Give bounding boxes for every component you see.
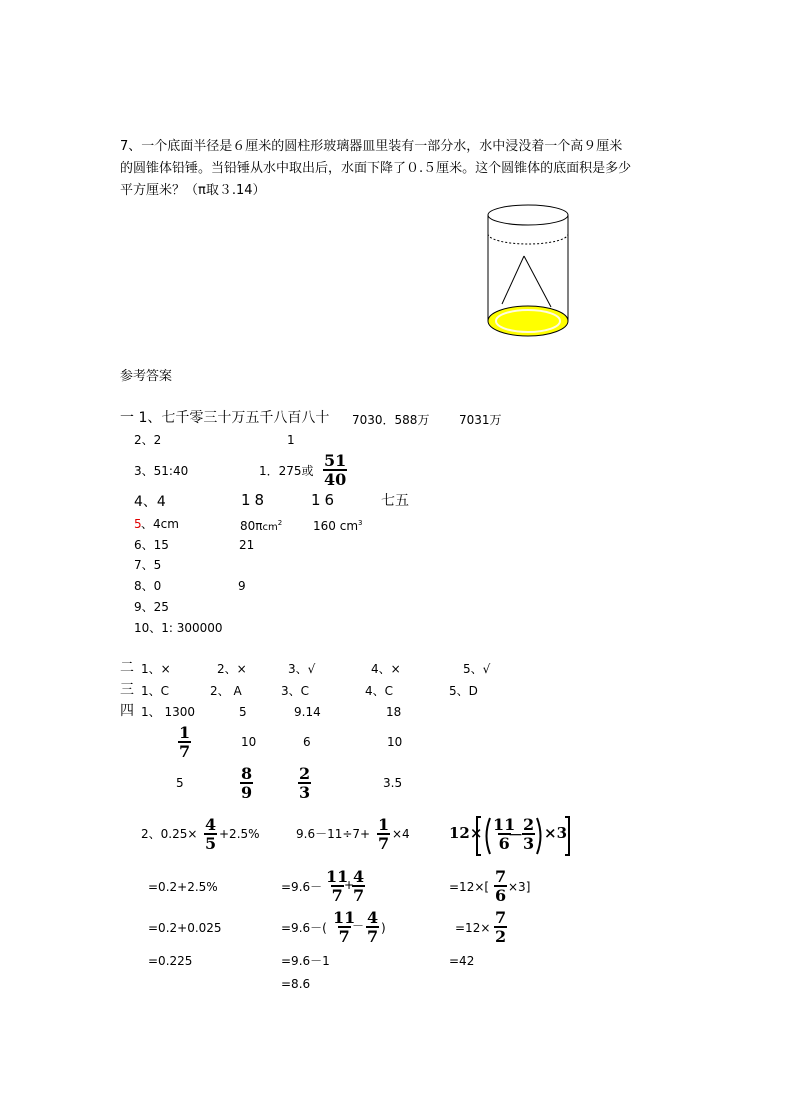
calc-s2-b: =9.6－( — [281, 921, 327, 935]
s2-i4: 4、× — [371, 662, 401, 676]
s1-r4-d: 七五 — [381, 493, 409, 509]
calc-e1-prefix: 2、0.25× — [141, 827, 198, 841]
s2-i3: 3、√ — [288, 662, 316, 676]
calc-s2-a: =0.2+0.025 — [148, 921, 222, 935]
fraction-denominator: 5 — [205, 834, 217, 853]
calc-s4-b: =8.6 — [281, 977, 311, 991]
fraction-numerator: 2 — [523, 815, 535, 834]
fraction-numerator: 11 — [326, 867, 349, 886]
fraction-numerator: 2 — [299, 764, 311, 783]
right-bracket — [563, 815, 573, 857]
fraction-denominator: 6 — [498, 834, 510, 853]
s3-label: 三 — [120, 682, 134, 698]
problem-line-3: 平方厘米？（π取３.14） — [120, 183, 266, 198]
s1-r4-b: 18 — [241, 491, 269, 509]
s4-c4: 3.5 — [383, 776, 403, 790]
fraction-denominator: 40 — [324, 470, 347, 489]
fraction-numerator: 51 — [324, 451, 347, 470]
cylinder-top — [488, 205, 568, 225]
s2-i2: 2、× — [217, 662, 247, 676]
s1-r5-c: 160 $cm^3$ — [313, 519, 363, 533]
fraction-denominator: 7 — [378, 834, 390, 853]
calc-s2-c-fraction — [494, 909, 507, 945]
calc-s2-b-end: ) — [381, 921, 386, 935]
s1-r7: 7、5 — [134, 558, 162, 572]
fraction-denominator: 7 — [367, 927, 379, 946]
calc-e2-fraction — [377, 816, 390, 852]
s4-b2: 10 — [241, 735, 257, 749]
s3-i3: 3、C — [281, 684, 310, 698]
s1-r6-a: 6、15 — [134, 538, 169, 552]
problem-line-1: 7、一个底面半径是６厘米的圆柱形玻璃器皿里装有一部分水，水中浸没着一个高９厘米 — [120, 139, 623, 154]
fraction-denominator: 2 — [495, 927, 507, 946]
fraction-numerator: 4 — [367, 908, 379, 927]
s1-r2-a: 2、2 — [134, 433, 162, 447]
fraction-numerator: 7 — [495, 908, 507, 927]
fraction-numerator: 11 — [333, 908, 356, 927]
calc-e3-fraction-2 — [522, 816, 535, 852]
s1-r6-b: 21 — [239, 538, 255, 552]
s3-i5: 5、D — [449, 684, 478, 698]
cylinder-cone-figure — [484, 200, 574, 350]
calc-s2-c: =12× — [455, 921, 491, 935]
s4-a1: 1、 1300 — [141, 705, 195, 719]
fraction-denominator: 7 — [331, 886, 343, 905]
calc-s1-c: =12×[ — [449, 880, 490, 894]
s2-label: 二 — [120, 660, 134, 676]
calc-e1-suffix: +2.5% — [219, 827, 260, 841]
fraction-denominator: 3 — [523, 834, 535, 853]
answers-title: 参考答案 — [120, 369, 173, 384]
fraction-denominator: 6 — [495, 886, 507, 905]
s1-r10: 10、1: 300000 — [134, 621, 223, 635]
fraction-numerator: 4 — [353, 867, 365, 886]
s1-r5-b: 80πcm$^2$ — [240, 519, 283, 533]
s4-c3-fraction — [298, 765, 311, 801]
calc-s1-a: =0.2+2.5% — [148, 880, 218, 894]
calc-e2-prefix: 9.6－11÷7+ — [296, 827, 371, 841]
calc-s1-b: =9.6－ — [281, 880, 323, 894]
fraction-numerator: 11 — [493, 815, 516, 834]
s1-r3-a: 3、51:40 — [134, 464, 189, 478]
problem-line-2: 的圆锥体铅锤。当铅锤从水中取出后，水面下降了０.５厘米。这个圆锥体的底面积是多少 — [120, 161, 632, 176]
calc-e2-suffix: ×4 — [392, 827, 410, 841]
calc-s3-a: =0.225 — [148, 954, 193, 968]
calc-s2-b-fraction-2 — [366, 909, 379, 945]
fraction-numerator: 1 — [378, 815, 390, 834]
s1-r8-b: 9 — [238, 579, 246, 593]
fraction-numerator: 8 — [241, 764, 253, 783]
s1-r3-fraction — [323, 452, 347, 488]
s1-r3-b: 1．275或 — [259, 464, 314, 478]
s3-i2: 2、 A — [210, 684, 242, 698]
s1-r1-b: 7030．588万 — [352, 413, 430, 427]
calc-e3-prefix: 12× — [449, 824, 483, 842]
s1-r4-a: 4、4 — [134, 494, 166, 510]
fraction-denominator: 7 — [179, 742, 191, 761]
fraction-denominator: 9 — [241, 783, 253, 802]
calc-e3-suffix: ×3 — [544, 824, 568, 842]
fraction-numerator: 1 — [179, 723, 191, 742]
s1-r4-c: 16 — [311, 491, 339, 509]
calc-e3-minus: － — [508, 826, 524, 844]
fraction-numerator: 4 — [205, 815, 217, 834]
fraction-numerator: 7 — [495, 867, 507, 886]
s4-b1-fraction — [178, 724, 191, 760]
s1-r9: 9、25 — [134, 600, 169, 614]
s3-i4: 4、C — [365, 684, 394, 698]
calc-s1-b-plus: + — [344, 878, 355, 892]
s4-b3: 6 — [303, 735, 311, 749]
calc-s1-c-fraction — [494, 868, 507, 904]
cone-left-edge — [502, 256, 524, 304]
s1-r1-c: 7031万 — [459, 413, 502, 427]
s4-label: 四 — [120, 703, 134, 719]
s2-i1: 1、× — [141, 662, 171, 676]
calc-s1-b-fraction-2 — [352, 868, 365, 904]
s1-r1-label: 一 1、七千零三十万五千八百八十 — [120, 410, 330, 426]
s2-i5: 5、√ — [463, 662, 491, 676]
s4-b4: 10 — [387, 735, 403, 749]
calc-s1-c-end: ×3] — [508, 880, 531, 894]
s4-c1: 5 — [176, 776, 184, 790]
s4-a4: 18 — [386, 705, 402, 719]
s3-i1: 1、C — [141, 684, 170, 698]
fraction-denominator: 7 — [338, 927, 350, 946]
s4-a3: 9.14 — [294, 705, 321, 719]
s1-r2-b: 1 — [287, 433, 295, 447]
calc-s3-b: =9.6－1 — [281, 954, 330, 968]
fraction-denominator: 3 — [299, 783, 311, 802]
s1-r8-a: 8、0 — [134, 579, 162, 593]
s4-a2: 5 — [239, 705, 247, 719]
fraction-denominator: 7 — [353, 886, 365, 905]
calc-s2-b-minus: － — [352, 919, 365, 933]
calc-e1-fraction — [204, 816, 217, 852]
cone-right-edge — [524, 256, 551, 307]
s4-c2-fraction — [240, 765, 253, 801]
s1-r5-a: 、4cm — [141, 517, 179, 531]
water-level-line — [488, 234, 568, 244]
s1-r5-num: 5 — [134, 517, 142, 531]
calc-s3-c: =42 — [449, 954, 475, 968]
